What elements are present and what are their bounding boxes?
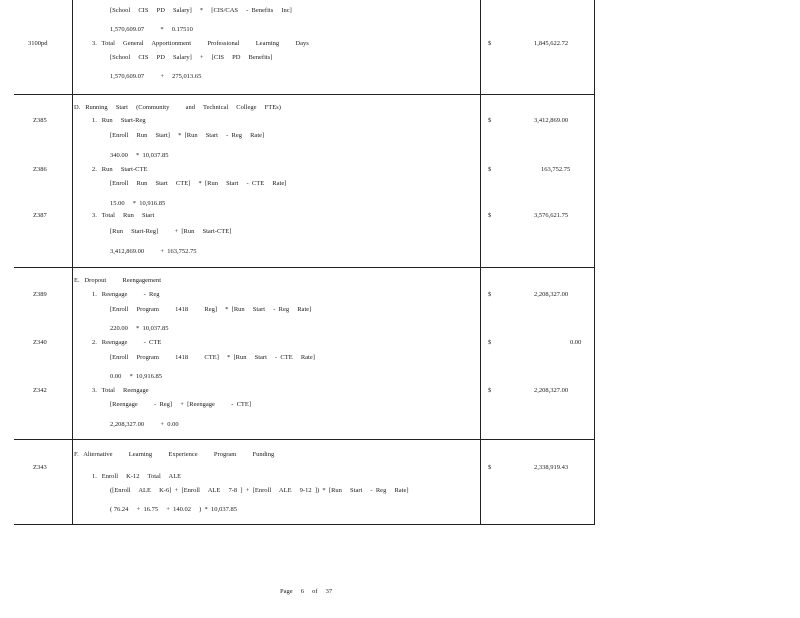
calc-text: 15.00 * 10,916.85 — [110, 200, 166, 207]
amount-value: 3,412,869.00 — [534, 117, 569, 124]
calc-text: 0.00 * 10,916.85 — [110, 373, 162, 380]
dollar-sign: $ — [488, 166, 492, 173]
formula-text: [Run Start-Reg] + [Run Start-CTE] — [110, 228, 232, 235]
page-number: Page 6 of 37 — [280, 588, 333, 595]
dollar-sign: $ — [488, 117, 492, 124]
formula-text: [Enroll Program 1418 Reg] * [Run Start - Reg Rate] — [110, 306, 312, 313]
section-divider — [14, 94, 595, 95]
dollar-sign: $ — [488, 387, 492, 394]
calc-text: 2,208,327.00 + 0.00 — [110, 421, 179, 428]
item-label: 3. Total General Apportionment Professional Learning Days — [92, 40, 309, 47]
dollar-sign: $ — [488, 291, 492, 298]
section-heading: D. Running Start (Community and Technical College FTEs) — [74, 104, 281, 111]
section-divider — [14, 439, 595, 440]
item-label: 1. Enroll K-12 Total ALE — [92, 473, 182, 480]
section-heading: E. Dropout Reengagement — [74, 277, 162, 284]
amount-value: 163,752.75 — [541, 166, 571, 173]
section-divider — [14, 267, 595, 268]
formula-text: [Enroll Program 1418 CTE] * [Run Start - CTE Rate] — [110, 354, 315, 361]
amount-value: 1,845,622.72 — [534, 40, 569, 47]
item-label: 2. Reengage - CTE — [92, 339, 162, 346]
calc-text: 220.00 * 10,037.85 — [110, 325, 169, 332]
item-label: 3. Total Reengage — [92, 387, 149, 394]
formula-text: [Reengage - Reg] + [Reengage - CTE] — [110, 401, 252, 408]
formula-text: ([Enroll ALE K-6] + [Enroll ALE 7-8 ] + [Enroll ALE 9-12 ]) * [Run Start - Reg Rate] — [110, 487, 409, 494]
row-code: Z385 — [33, 117, 47, 124]
amount-value: 2,338,919.43 — [534, 464, 569, 471]
formula-text: [School CIS PD Salary] * [CIS/CAS - Benefits Inc] — [110, 7, 292, 14]
section-heading: F. Alternative Learning Experience Program Funding — [74, 451, 275, 458]
amount-value: 2,208,327.00 — [534, 291, 569, 298]
table-bottom-border — [14, 524, 595, 525]
table-amount-divider — [480, 0, 481, 524]
amount-value: 2,208,327.00 — [534, 387, 569, 394]
item-label: 3. Total Run Start — [92, 212, 155, 219]
row-code: Z389 — [33, 291, 47, 298]
calc-text: ( 76.24 + 16.75 + 140.02 ) * 10,037.85 — [110, 506, 238, 513]
amount-value: 0.00 — [570, 339, 582, 346]
row-code: Z342 — [33, 387, 47, 394]
formula-text: [School CIS PD Salary] + [CIS PD Benefits] — [110, 54, 273, 61]
formula-text: [Enroll Run Start CTE] * [Run Start - CTE Rate] — [110, 180, 287, 187]
item-label: 2. Run Start-CTE — [92, 166, 148, 173]
row-code: 3100pd — [28, 40, 48, 47]
item-label: 1. Run Start-Reg — [92, 117, 146, 124]
calc-text: 1,570,609.07 + 275,013.65 — [110, 73, 202, 80]
formula-text: [Enroll Run Start] * [Run Start - Reg Rate] — [110, 132, 265, 139]
dollar-sign: $ — [488, 40, 492, 47]
row-code: Z386 — [33, 166, 47, 173]
row-code: Z340 — [33, 339, 47, 346]
amount-value: 3,576,621.75 — [534, 212, 569, 219]
dollar-sign: $ — [488, 212, 492, 219]
calc-text: 1,570,609.07 * 0.17510 — [110, 26, 193, 33]
dollar-sign: $ — [488, 464, 492, 471]
calc-text: 340.00 * 10,037.85 — [110, 152, 169, 159]
table-left-divider — [72, 0, 73, 524]
table-right-border — [594, 0, 595, 524]
row-code: Z343 — [33, 464, 47, 471]
item-label: 1. Reengage - Reg — [92, 291, 160, 298]
calc-text: 3,412,869.00 + 163,752.75 — [110, 248, 197, 255]
row-code: Z387 — [33, 212, 47, 219]
dollar-sign: $ — [488, 339, 492, 346]
